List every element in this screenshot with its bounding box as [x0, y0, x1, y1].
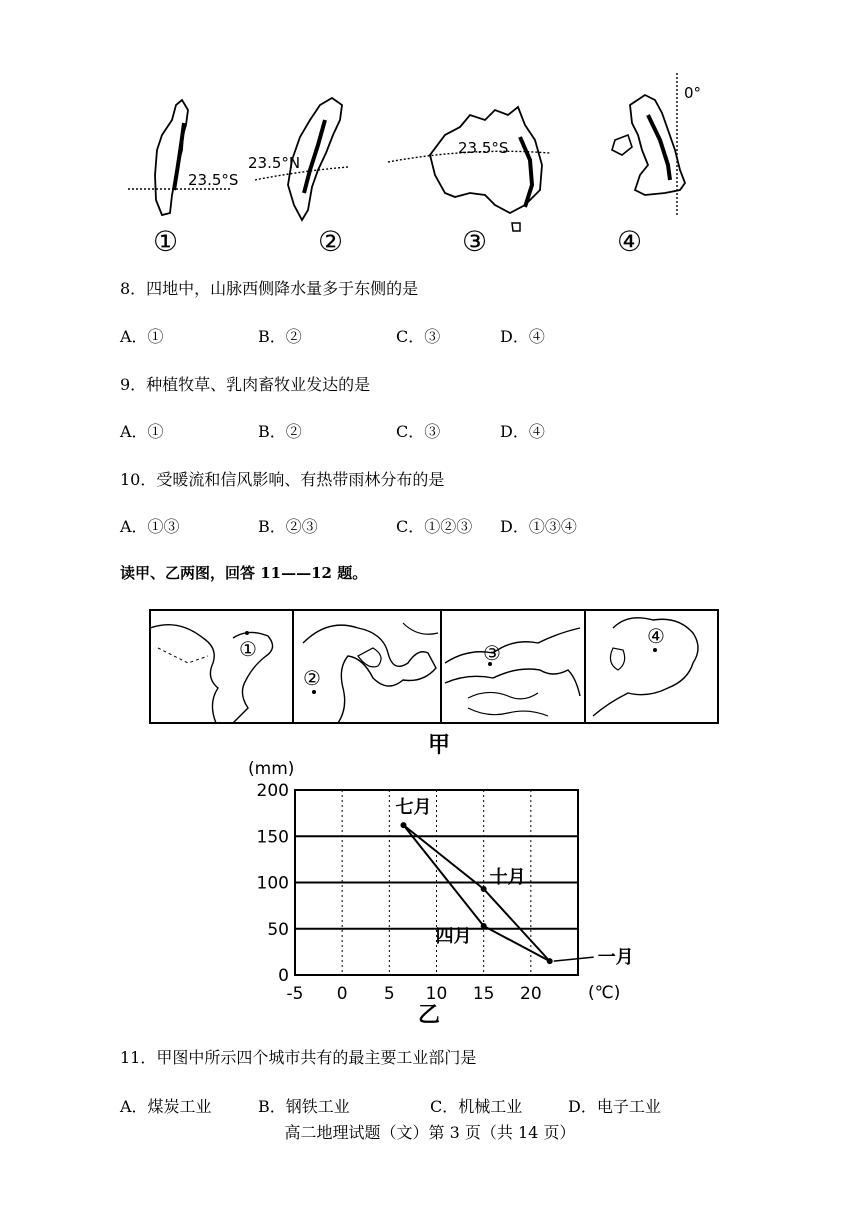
q9-option-a[interactable]: A．①: [120, 422, 164, 441]
q10-option-a[interactable]: A．①③: [120, 517, 180, 536]
question-10-stem: 10．受暖流和信风影响、有热带雨林分布的是: [120, 470, 445, 489]
y-tick-label: 100: [256, 873, 289, 894]
map2-number: ②: [318, 225, 344, 258]
x-tick-label: 0: [336, 984, 348, 1004]
map4-meridian-label: 0°: [684, 84, 702, 102]
chart-yi: [240, 760, 660, 1030]
q8-option-b[interactable]: B．②: [258, 327, 302, 346]
map-madagascar: [128, 100, 238, 258]
x-tick-label: 15: [472, 984, 495, 1004]
y-tick-label: 200: [256, 781, 289, 801]
chart-caption: 乙: [418, 1003, 441, 1028]
chart-y-unit: (mm): [248, 760, 295, 779]
q8-option-c[interactable]: C．③: [396, 327, 441, 346]
top-maps-figure: [100, 65, 740, 260]
page-footer: 高二地理试题（文）第 3 页（共 14 页）: [284, 1123, 576, 1142]
map4-number: ④: [617, 225, 643, 258]
q11-option-a[interactable]: A．煤炭工业: [120, 1097, 212, 1116]
q11-option-d[interactable]: D．电子工业: [568, 1097, 661, 1116]
q11-option-c[interactable]: C．机械工业: [430, 1097, 523, 1116]
x-tick-label: 5: [383, 984, 395, 1004]
map3-number: ③: [462, 225, 488, 258]
y-tick-label: 150: [256, 827, 289, 848]
q10-option-d[interactable]: D．①③④: [500, 517, 577, 536]
q9-option-c[interactable]: C．③: [396, 422, 441, 441]
map3-latitude-label: 23.5°S: [458, 139, 509, 157]
jia-city-1-number: ①: [239, 637, 257, 661]
data-point: [481, 886, 487, 892]
january-leader-line: [554, 957, 594, 961]
q10-option-b[interactable]: B．②③: [258, 517, 318, 536]
map-jia-caption: 甲: [428, 733, 451, 758]
question-9-stem: 9．种植牧草、乳肉畜牧业发达的是: [120, 375, 371, 394]
data-point-label: 十月: [489, 866, 526, 888]
x-tick-label: 10: [425, 984, 448, 1004]
q9-option-d[interactable]: D．④: [500, 422, 545, 441]
x-tick-label: 20: [520, 984, 542, 1004]
question-8-stem: 8．四地中，山脉西侧降水量多于东侧的是: [120, 279, 419, 298]
q11-option-b[interactable]: B．钢铁工业: [258, 1097, 350, 1116]
map-jia-figure: [148, 608, 723, 758]
map-australia: [388, 107, 550, 258]
chart-x-unit: (℃): [588, 983, 621, 1003]
data-point-label: 一月: [597, 947, 634, 969]
q9-option-b[interactable]: B．②: [258, 422, 302, 441]
data-point: [547, 958, 553, 964]
jia-city-4-number: ④: [647, 624, 665, 648]
q8-option-a[interactable]: A．①: [120, 327, 164, 346]
data-point-label: 四月: [435, 925, 472, 947]
data-point: [400, 822, 406, 828]
map2-latitude-label: 23.5°N: [248, 154, 301, 172]
chart-grid: [295, 790, 578, 975]
map-great-britain: [612, 73, 701, 258]
map1-latitude-label: 23.5°S: [188, 171, 239, 189]
data-point-label: 七月: [395, 797, 432, 819]
y-tick-label: 50: [267, 919, 289, 940]
data-point: [481, 923, 487, 929]
jia-city-3-number: ③: [483, 641, 501, 665]
question-11-stem: 11．甲图中所示四个城市共有的最主要工业部门是: [120, 1048, 477, 1067]
map1-number: ①: [153, 225, 179, 258]
map-taiwan: [248, 98, 348, 258]
jia-city-2-number: ②: [303, 666, 321, 690]
instruction-text: 读甲、乙两图，回答 11——12 题。: [120, 564, 368, 582]
q10-option-c[interactable]: C．①②③: [396, 517, 473, 536]
q8-option-d[interactable]: D．④: [500, 327, 545, 346]
climate-loop-line: [403, 825, 549, 961]
y-tick-label: 0: [278, 966, 289, 986]
x-tick-label: -5: [286, 984, 304, 1004]
